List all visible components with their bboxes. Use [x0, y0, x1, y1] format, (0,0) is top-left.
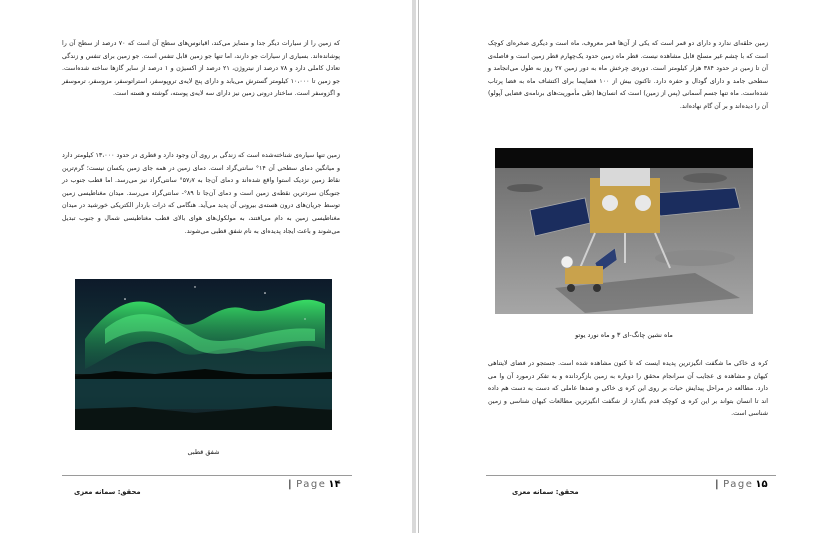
author-label: محقق: سمانه معزی — [74, 488, 141, 496]
right-paragraph-1: زمین حلقه‌ای ندارد و دارای دو قمر است که یکی از آن‌ها قمر معروف، ماه است و دیگری صخره‌ای کوچک است که با چشم غیر مسلح قابل مشاهده نیست. قطر ماه زمین حدود یک‌چهارم قطر زمین است و فاصله‌ی آن تا زمین در حدود ۳۸۴ هزار کیلومتر است. دوره‌ی چرخش ماه به دور زمین ۲۷ روز به طول می‌انجامد و سطحی جامد و دارای گودال و حفره دارد. تاکنون بیش از ۱۰۰ فضاپیما برای اکتشاف ماه به فضا پرتاب شده‌است. ماه تنها جسم آسمانی (پس از زمین) است که انسان‌ها (طی مأموریت‌های برنامه‌ی فضایی آپولو) آن را دیده‌اند و بر آن گام نهاده‌اند. — [488, 40, 768, 110]
footer-rule — [62, 475, 352, 476]
left-page — [0, 0, 410, 533]
page-number-value: ۱۵ — [755, 479, 768, 490]
page-number — [715, 479, 768, 490]
page-separator: | — [288, 479, 294, 490]
page-label: Page — [723, 479, 754, 490]
page-label: Page — [296, 479, 327, 490]
right-page — [420, 0, 832, 533]
right-paragraph-2: کره ی خاکی ما شگفت انگیزترین پدیده ایست که تا کنون مشاهده شده است. جستجو در فضای لایتناهی کیهان و مشاهده ی عجایب آن سرانجام محقق را دوباره به زمین بازگردانده و به تفکر درمورد آن وا می دارد. مطالعه در مراحل پیدایش حیات بر روی این کره ی خاکی و صدها عاملی که دست به دست هم داده اند تا انسان بتواند بر این کره ی کوچک قدم بگذارد از شگفت انگیزترین مطالعات کیهان شناسی و زمین شناسی است. — [488, 360, 768, 418]
page-number — [288, 479, 341, 490]
aurora-caption: شفق قطبی — [187, 448, 220, 456]
lander-caption: ماه نشین چانگ-ای ۳ و ماه نورد یوتو — [575, 331, 673, 339]
aurora-photo — [75, 279, 332, 430]
author-label: محقق: سمانه معزی — [512, 488, 579, 496]
page-number-value: ۱۴ — [328, 479, 341, 490]
page-gutter-edge — [418, 0, 419, 533]
page-separator: | — [715, 479, 721, 490]
footer-rule — [486, 475, 776, 476]
left-paragraph-1: که زمین را از سیارات دیگر جدا و متمایز می‌کند، اقیانوس‌های سطح آن است که ۷۰ درصد از سطح آن را پوشانده‌اند. بسیاری از سیارات جو دارند، اما تنها جو زمین قابل تنفس است. جو زمین برای تنفس و زندگی تعادل کاملی دارد و ۷۸ درصد از نیتروژن، ۲۱ درصد از اکسیژن و ۱ درصد از سایر گازها ساخته شده‌است. جو زمین تا ۱۰،۰۰۰ کیلومتر گسترش می‌یابد و دارای پنج لایه‌ی تروپوسفر، استراتوسفر، مزوسفر، ترموسفر و اگزوسفر است. ساختار درونی زمین نیز دارای سه لایه‌ی پوسته، گوشته و هسته است. — [62, 40, 341, 98]
lunar-lander-photo — [495, 148, 753, 314]
page-gutter — [412, 0, 416, 533]
left-paragraph-2: زمین تنها سیاره‌ی شناخته‌شده است که زندگی بر روی آن وجود دارد و قطری در حدود ۱۳،۰۰۰ کیلومتر دارد و میانگین دمای سطحی آن ۱۴° سانتی‌گراد است. دمای زمین در همه جای زمین یکسان نیست؛ گرم‌ترین نقاط زمین نزدیک استوا واقع شده‌اند و دمای آن‌جا به ۵۷٫۷° سانتی‌گراد نیز می‌رسد. اما قطب جنوب در جنوبگان سردترین نقطه‌ی زمین است و دمای آن‌جا تا ۸۹°- سانتی‌گراد می‌رسد. میدان مغناطیسی زمین توسط جریان‌های درون هسته‌ی بیرونی آن پدید می‌آید. هنگامی که ذرات باردار الکتریکی خورشید در میدان مغناطیسی زمین به دام می‌افتند، به مولکول‌های هوای بالای قطب مغناطیسی شمال و جنوب تبدیل می‌شوند و باعث ایجاد پدیده‌ای به نام شفق قطبی می‌شوند. — [62, 152, 341, 235]
